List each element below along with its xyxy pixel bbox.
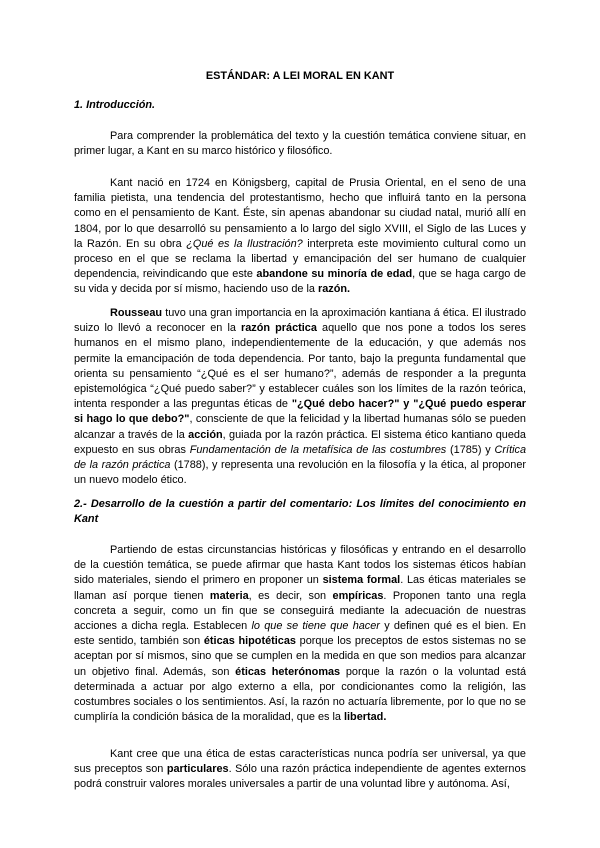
section-2-paragraph-1: Partiendo de estas circunstancias históricas y filosóficas y entrando en el desarrollo de la cuestión temática, se puede afirmar que hasta Kant todos los sistemas éticos habían sido materiales, siendo el primero en proponer un sistema formal. Las éticas materiales se llaman así porque tienen materia, es decir, son empíricas. Proponen tanto una regla concreta a seguir, como un fin que se conseguirá mediante la adecuación de nuestras acciones a dicha regla. Establecen lo que se tiene que hacer y definen qué es el bien. En este sentido, también son éticas hipotéticas porque los preceptos de estos sistemas no se aceptan por sí mismos, sino que se cumplen en la medida en que son medios para alcanzar un objetivo final. Además, son éticas heterónomas porque la razón o la voluntad está determinada a actuar por algo externo a ella, por condicionantes como la religión, las costumbres sociales o los sentimientos. Así, la razón no actuaría libremente, por lo que no se cumpliría la condición básica de la moralidad, que es la libertad. — [74, 544, 526, 724]
document-title: ESTÁNDAR: A LEI MORAL EN KANT — [205, 70, 395, 82]
section-2-paragraph-2: Kant cree que una ética de estas características nunca podría ser universal, ya que sus preceptos son particulares. Sólo una razón práctica independiente de agentes externos podrá construir valores morales universales a partir de una voluntad libre y autónoma. Así, — [74, 748, 526, 791]
section-1-heading: 1. Introducción. — [74, 99, 156, 111]
section-1-paragraph-3: Rousseau tuvo una gran importancia en la aproximación kantiana á ética. El ilustrado suizo lo llevó a reconocer en la razón práctica aquello que nos pone a todos los seres humanos en el mismo plano, independientemente de la educación, y que además nos permite la emancipación de toda dependencia. Por tanto, bajo la pregunta fundamental que orienta su pensamiento “¿Qué es el ser humano?”, además de responder a la pregunta epistemológica “¿Qué puedo saber?” y establecer cuáles son los límites de la razón teórica, intenta responder a las preguntas éticas de "¿Qué debo hacer?" y "¿Qué puedo esperar si hago lo que debo?", consciente de que la felicidad y la libertad humanas sólo se pueden alcanzar a través de la acción, guiada por la razón práctica. El sistema ético kantiano queda expuesto en sus obras Fundamentación de la metafísica de las costumbres (1785) y Crítica de la razón práctica (1788), y representa una revolución en la filosofía y la ética, al proponer un nuevo modelo ético. — [74, 307, 527, 487]
section-1-paragraph-1: Para comprender la problemática del texto y la cuestión temática conviene situar, en primer lugar, a Kant en su marco histórico y filosófico. — [74, 130, 526, 158]
section-2-heading: 2.- Desarrollo de la cuestión a partir del comentario: Los límites del conocimiento en Kant — [74, 498, 526, 526]
section-1-paragraph-2: Kant nació en 1724 en Königsberg, capital de Prusia Oriental, en el seno de una familia pietista, una tendencia del protestantismo, hecho que influirá tanto en la persona como en el pensamiento de Kant. Éste, sin apenas abandonar su ciudad natal, murió allí en 1804, por lo que desarrolló su pensamiento a lo largo del siglo XVIII, el Siglo de las Luces y la Razón. En su obra ¿Qué es la Ilustración? interpreta este movimiento cultural como un proceso en el que se reclama la libertad y emancipación del ser humano de cualquier dependencia, reivindicando que este abandone su minoría de edad, que se haga cargo de su vida y decida por sí mismo, haciendo uso de la razón. — [74, 177, 526, 296]
